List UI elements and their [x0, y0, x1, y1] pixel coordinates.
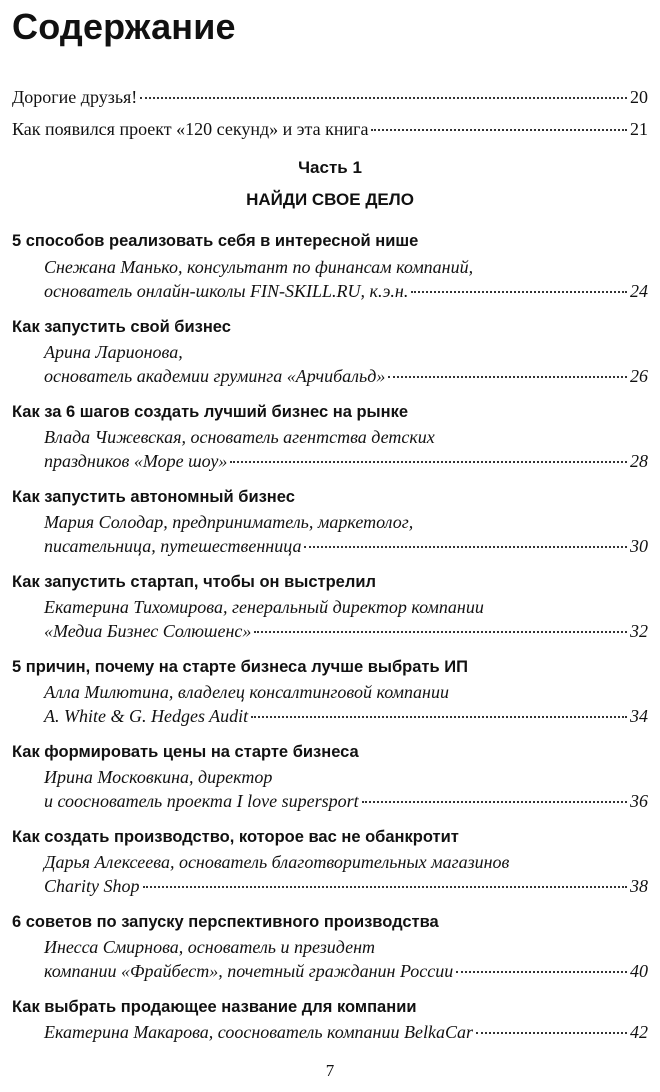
page-title: Содержание — [12, 6, 236, 47]
article-author-line: Екатерина Макарова, сооснователь компании BelkaCar — [44, 1022, 473, 1042]
article-title: Как за 6 шагов создать лучший бизнес на рынке — [12, 403, 409, 421]
toc-entry-article-9 — [44, 960, 648, 982]
toc-page-ref: 32 — [630, 621, 648, 641]
article-author-line: Снежана Манько, консультант по финансам компаний, — [44, 257, 474, 277]
article-author-line: Мария Солодар, предприниматель, маркетолог, — [44, 512, 414, 532]
toc-entry-article-4 — [44, 535, 648, 557]
toc-entry-article-3 — [44, 450, 648, 472]
article-title: Как формировать цены на старте бизнеса — [12, 743, 359, 761]
dot-leader — [143, 886, 627, 888]
dot-leader — [388, 376, 627, 378]
dot-leader — [411, 291, 627, 293]
toc-page-ref: 24 — [630, 281, 648, 301]
toc-page-ref: 36 — [630, 791, 648, 811]
article-author-line: и сооснователь проекта I love supersport — [44, 791, 359, 811]
dot-leader — [140, 97, 627, 99]
dot-leader — [251, 716, 627, 718]
article-title: Как запустить автономный бизнес — [12, 488, 295, 506]
toc-entry-article-7 — [44, 790, 648, 812]
toc-entry-article-6 — [44, 705, 648, 727]
article-author-line: основатель онлайн-школы FIN-SKILL.RU, к.э.н. — [44, 281, 409, 301]
article-title: Как запустить свой бизнес — [12, 318, 231, 336]
article-author-line: основатель академии груминга «Арчибальд» — [44, 366, 386, 386]
part-name: НАЙДИ СВОЕ ДЕЛО — [246, 190, 414, 209]
toc-page-ref: 30 — [630, 536, 648, 556]
toc-entry-intro-2 — [12, 118, 648, 140]
toc-entry-article-1 — [44, 280, 648, 302]
dot-leader — [371, 129, 627, 131]
article-author-line: Влада Чижевская, основатель агентства детских — [44, 427, 435, 447]
article-author-line: Charity Shop — [44, 876, 140, 896]
toc-page-ref: 26 — [630, 366, 648, 386]
article-title: Как создать производство, которое вас не обанкротит — [12, 828, 459, 846]
article-title: Как выбрать продающее название для компании — [12, 998, 417, 1016]
article-author-line: Ирина Московкина, директор — [44, 767, 273, 787]
article-author-line: «Медиа Бизнес Солюшенс» — [44, 621, 252, 641]
page-number: 7 — [325, 1061, 335, 1080]
dot-leader — [476, 1032, 627, 1034]
article-title: 5 способов реализовать себя в интересной нише — [12, 232, 419, 250]
article-title: Как запустить стартап, чтобы он выстрелил — [12, 573, 376, 591]
toc-page-ref: 28 — [630, 451, 648, 471]
toc-page-ref: 40 — [630, 961, 648, 981]
toc-page-ref: 34 — [630, 706, 648, 726]
toc-entry-article-2 — [44, 365, 648, 387]
toc-page-ref: 21 — [630, 119, 648, 139]
toc-page-ref: 38 — [630, 876, 648, 896]
article-author-line: A. White & G. Hedges Audit — [44, 706, 249, 726]
toc-entry-text: Дорогие друзья! — [12, 87, 138, 107]
article-title: 6 советов по запуску перспективного производства — [12, 913, 439, 931]
dot-leader — [362, 801, 627, 803]
toc-entry-article-10 — [44, 1021, 648, 1043]
toc-page-ref: 42 — [630, 1022, 648, 1042]
article-title: 5 причин, почему на старте бизнеса лучше выбрать ИП — [12, 658, 468, 676]
article-author-line: компании «Фрайбест», почетный гражданин России — [44, 961, 454, 981]
part-label: Часть 1 — [298, 158, 362, 177]
article-author-line: Дарья Алексеева, основатель благотворительных магазинов — [44, 852, 510, 872]
toc-entry-intro-1 — [12, 86, 648, 108]
article-author-line: Екатерина Тихомирова, генеральный директор компании — [44, 597, 484, 617]
toc-entry-article-8 — [44, 875, 648, 897]
toc-page-ref: 20 — [630, 87, 648, 107]
dot-leader — [456, 971, 627, 973]
toc-entry-text: Как появился проект «120 секунд» и эта книга — [12, 119, 369, 139]
article-author-line: Инесса Смирнова, основатель и президент — [44, 937, 376, 957]
dot-leader — [230, 461, 627, 463]
article-author-line: писательница, путешественница — [44, 536, 302, 556]
dot-leader — [254, 631, 627, 633]
article-author-line: Арина Ларионова, — [44, 342, 183, 362]
toc-entry-article-5 — [44, 620, 648, 642]
dot-leader — [304, 546, 627, 548]
article-author-line: Алла Милютина, владелец консалтинговой компании — [44, 682, 449, 702]
article-author-line: праздников «Море шоу» — [44, 451, 228, 471]
